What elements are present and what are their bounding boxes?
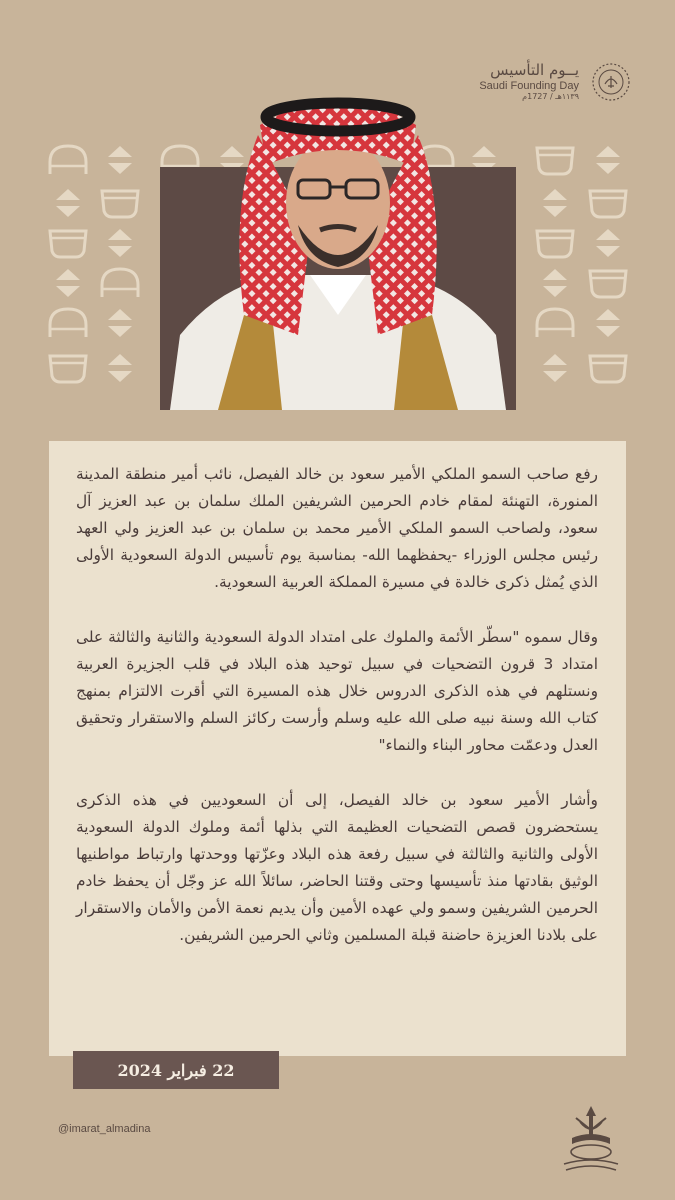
article-body — [76, 461, 598, 949]
portrait-photo — [160, 85, 516, 410]
article-paragraph-3: وأشار الأمير سعود بن خالد الفيصل، إلى أن السعوديين في هذه الذكرى يستحضرون قصص التضحيات العظيمة التي بذلها أئمة وملوك الدولة السعودية الأولى والثانية والثالثة في سبيل رفعة هذه البلاد وعزّتها ووحدتها وارتباط مواطنيها الوثيق بقادتها منذ تأسيسها وحتى وقتنا الحاضر، سائلاً الله عز وجّل أن يحفظ خادم الحرمين الشريفين وسمو ولي عهده الأمين وأن يديم نعمة الأمن والأمان والاستقرار على بلادنا العزيزة حاضنة قبلة المسلمين وثاني الحرمين الشريفين. — [76, 791, 598, 944]
article-paragraph-2: وقال سموه "سطّر الأئمة والملوك على امتداد الدولة السعودية والثانية والثالثة على امتداد 3 قرون التضحيات في سبيل توحيد هذه البلاد في قلب الجزيرة العربية ونستلهم في هذه الذكرى الدروس خلال هذه المسيرة التي أقرت الالتزام بمنهج كتاب الله وسنة نبيه صلى الله عليه وسلم وأرست ركائز السلم والاستقرار وتحقيق العدل ودعمّت محاور البناء والنماء" — [76, 628, 598, 754]
madinah-region-emblem-icon — [552, 1100, 630, 1178]
article-card — [49, 441, 626, 1056]
article-paragraph-1: رفع صاحب السمو الملكي الأمير سعود بن خالد الفيصل، نائب أمير منطقة المدينة المنورة، التهنئة لمقام خادم الحرمين الشريفين الملك سلمان بن عبد العزيز آل سعود، ولصاحب السمو الملكي الأمير محمد بن سلمان بن عبد العزيز ولي العهد رئيس مجلس الوزراء -يحفظهما الله- بمناسبة يوم تأسيس الدولة السعودية الأولى الذي يُمثل ذكرى خالدة في مسيرة المملكة العربية السعودية. — [76, 465, 598, 591]
founding-day-logo-icon — [591, 62, 631, 102]
date-badge: 22 فبراير 2024 — [73, 1051, 279, 1089]
logo-english-title: Saudi Founding Day — [479, 79, 579, 92]
logo-arabic-title: يــوم التأسيس — [490, 61, 579, 80]
social-handle: @imarat_almadina — [58, 1123, 151, 1135]
logo-dates: ١١٣٩هـ / 1727م — [522, 92, 579, 102]
